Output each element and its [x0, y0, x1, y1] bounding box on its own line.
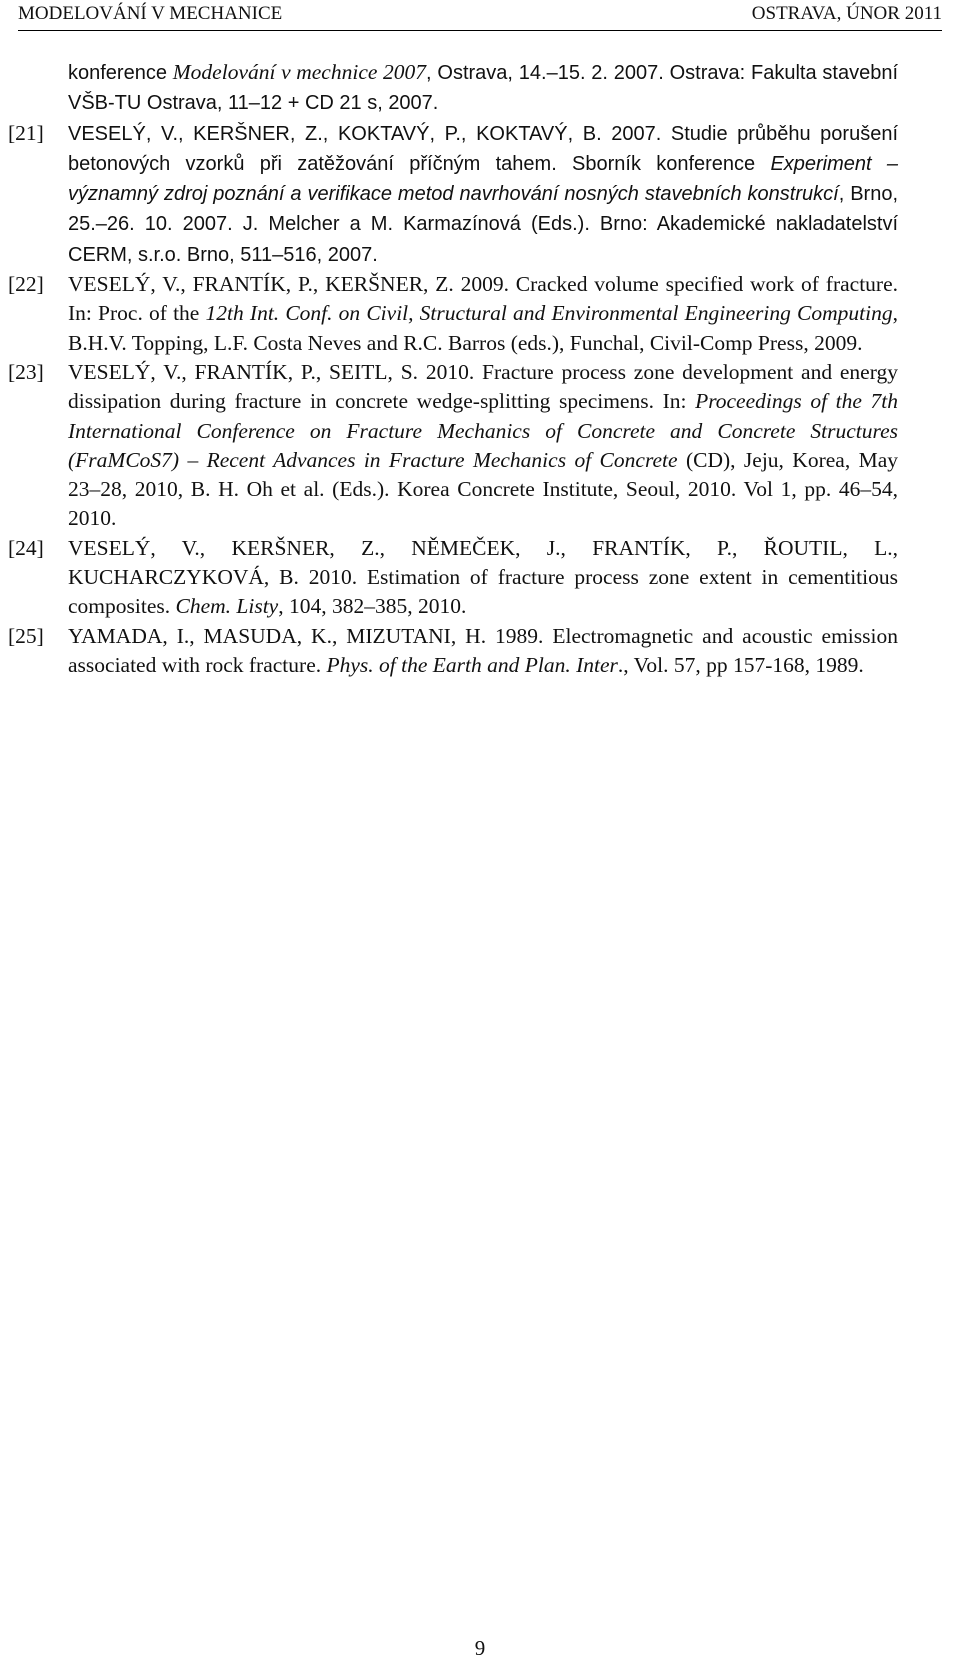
reference-italic-text: Proceedings of the 7th International Conference on Fracture Mechanics of Concrete and Concrete Structures (FraMCoS7) – Recent Advances in Fracture Mechanics of Concrete	[68, 389, 899, 472]
reference-text: , 104, 382–385, 2010.	[278, 594, 467, 619]
reference-list	[0, 58, 960, 680]
reference-number: [22]	[8, 272, 44, 297]
reference-italic-text: Experiment – významný zdroj poznání a verifikace metod navrhování nosných stavebních konstrukcí	[68, 152, 898, 206]
reference-italic-text: Phys. of the Earth and Plan. Inter	[326, 652, 618, 677]
reference-italic-text: Chem. Listy	[175, 594, 279, 619]
reference-text: VESELÝ, V., FRANTÍK, P., SEITL, S. 2010. Fracture process zone development and energy dissipation during fracture in concrete wedge-splitting specimens. In:	[68, 359, 898, 414]
reference-italic-text: 12th Int. Conf. on Civil, Structural and Environmental Engineering Computing	[205, 301, 893, 326]
reference-item	[0, 534, 960, 622]
reference-number: [23]	[8, 359, 44, 384]
reference-italic-text: Modelování v mechnice 2007	[172, 60, 427, 84]
reference-text: VESELÝ, V., KERŠNER, Z., NĚMEČEK, J., FRANTÍK, P., ŘOUTIL, L., KUCHARCZYKOVÁ, B. 2010. Estimation of fracture process zone extent in cementitious composites.	[68, 535, 898, 619]
header-left-title: MODELOVÁNÍ V MECHANICE	[18, 3, 283, 24]
reference-item	[0, 622, 960, 681]
reference-item	[0, 270, 960, 358]
reference-text: ., Vol. 57, pp 157-168, 1989.	[617, 652, 864, 677]
reference-text: (CD), Jeju, Korea, May 23–28, 2010, B. H. Oh et al. (Eds.). Korea Concrete Institute, Seoul, 2010. Vol 1, pp. 46–54, 2010.	[68, 447, 898, 531]
reference-number: [25]	[8, 623, 44, 648]
header-right-title: OSTRAVA, ÚNOR 2011	[751, 3, 942, 24]
reference-item	[0, 119, 960, 270]
reference-continuation	[0, 58, 960, 119]
reference-text: , Brno, 25.–26. 10. 2007. J. Melcher a M. Karmazínová (Eds.). Brno: Akademické nakladatelství CERM, s.r.o. Brno, 511–516, 2007.	[68, 183, 899, 266]
reference-text: VESELÝ, V., KERŠNER, Z., KOKTAVÝ, P., KOKTAVÝ, B. 2007. Studie průběhu porušení betonových vzorků při zatěžování příčným tahem. Sborník konference	[68, 122, 898, 175]
reference-item	[0, 358, 960, 534]
reference-text: VESELÝ, V., FRANTÍK, P., KERŠNER, Z. 2009. Cracked volume specified work of fracture. In: Proc. of the	[68, 272, 898, 326]
reference-text: , Ostrava, 14.–15. 2. 2007. Ostrava: Fakulta stavební VŠB-TU Ostrava, 11–12 + CD 21 s, 2007.	[68, 62, 898, 115]
reference-number: [24]	[8, 535, 44, 560]
running-header	[18, 0, 942, 31]
reference-text: , B.H.V. Topping, L.F. Costa Neves and R.C. Barros (eds.), Funchal, Civil-Comp Press, 2009.	[68, 301, 898, 355]
reference-text: YAMADA, I., MASUDA, K., MIZUTANI, H. 1989. Electromagnetic and acoustic emission associated with rock fracture.	[68, 623, 898, 677]
page-number: 9	[474, 1636, 486, 1660]
reference-number: [21]	[8, 120, 44, 145]
reference-text: konference	[68, 62, 173, 84]
